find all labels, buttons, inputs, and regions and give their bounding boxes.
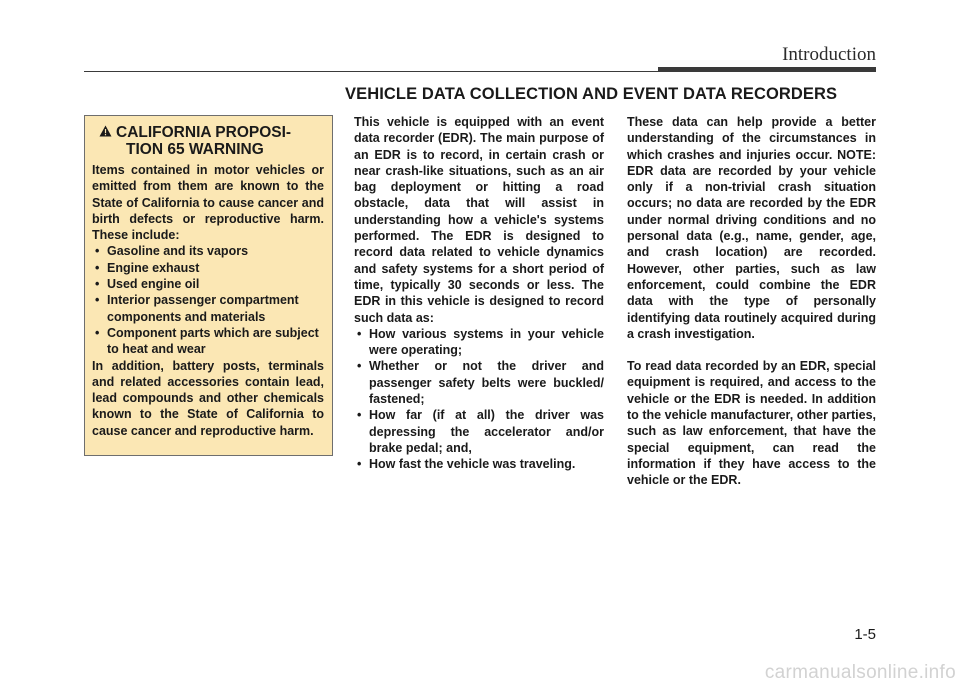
warning-closing: In addition, battery posts, terminals and related accessories contain lead, lead compounds and other chemicals known to the State of California to cause cancer and reproductive harm. <box>92 358 324 438</box>
page-number: 1-5 <box>854 626 876 643</box>
edr-paragraph-3: To read data recorded by an EDR, special equipment is required, and access to the vehicle or the EDR is needed. In addition to the vehicle manufacturer, other parties, such as law enforcement, that have the special equipment, can read the information if they have access to the vehicle or the EDR. <box>627 359 876 488</box>
edr-list <box>354 326 604 473</box>
list-item: • Used engine oil <box>92 276 324 292</box>
watermark: carmanualsonline.info <box>764 662 956 683</box>
edr-paragraph-2: These data can help provide a better understanding of the circumstances in which crashes and injuries occur. NOTE: EDR data are recorded by your vehicle only if a non-trivial crash situation occurs; no data are recorded by the EDR under normal driving conditions and no personal data (e.g., name, gender, age, and crash location) are recorded. However, other parties, such as law enforcement, could combine the EDR data with the type of personally identifying data routinely acquired during a crash investigation. <box>627 115 876 341</box>
list-item: • Whether or not the driver and passenger safety belts were buckled/ fastened; <box>354 358 604 407</box>
list-item: • How fast the vehicle was traveling. <box>354 456 604 472</box>
warning-list <box>92 243 324 357</box>
list-item: • How far (if at all) the driver was depressing the accelerator and/or brake pedal; and, <box>354 407 604 456</box>
header-tab-bar <box>658 67 876 72</box>
edr-column-left <box>354 114 604 473</box>
edr-intro: This vehicle is equipped with an event data recorder (EDR). The main purpose of an EDR is to record, in certain crash or near crash-like situations, such as an air bag deployment or hitting a road obstacle, data that will assist in understanding how a vehicle's systems performed. The EDR is designed to record data related to vehicle dynamics and safety systems for a short period of time, typically 30 seconds or less. The EDR in this vehicle is designed to record such data as: <box>354 115 604 325</box>
main-heading: VEHICLE DATA COLLECTION AND EVENT DATA RECORDERS <box>345 85 838 103</box>
list-item: • Gasoline and its vapors <box>92 243 324 259</box>
warning-intro: Items contained in motor vehicles or emitted from them are known to the State of California to cause cancer and birth defects or reproductive harm. These include: <box>92 163 324 243</box>
section-title: Introduction <box>782 44 876 65</box>
warning-title-line2: TION 65 WARNING <box>126 141 264 158</box>
warning-title-line1: CALIFORNIA PROPOSI- <box>116 124 292 141</box>
list-item: • Engine exhaust <box>92 260 324 276</box>
list-item: • How various systems in your vehicle were operating; <box>354 326 604 359</box>
warning-triangle-icon <box>99 125 112 137</box>
california-warning-box <box>84 115 333 456</box>
list-item: • Component parts which are subject to heat and wear <box>92 325 324 358</box>
edr-column-right <box>627 114 876 505</box>
warning-title <box>92 124 324 158</box>
list-item: • Interior passenger compartment components and materials <box>92 292 324 325</box>
